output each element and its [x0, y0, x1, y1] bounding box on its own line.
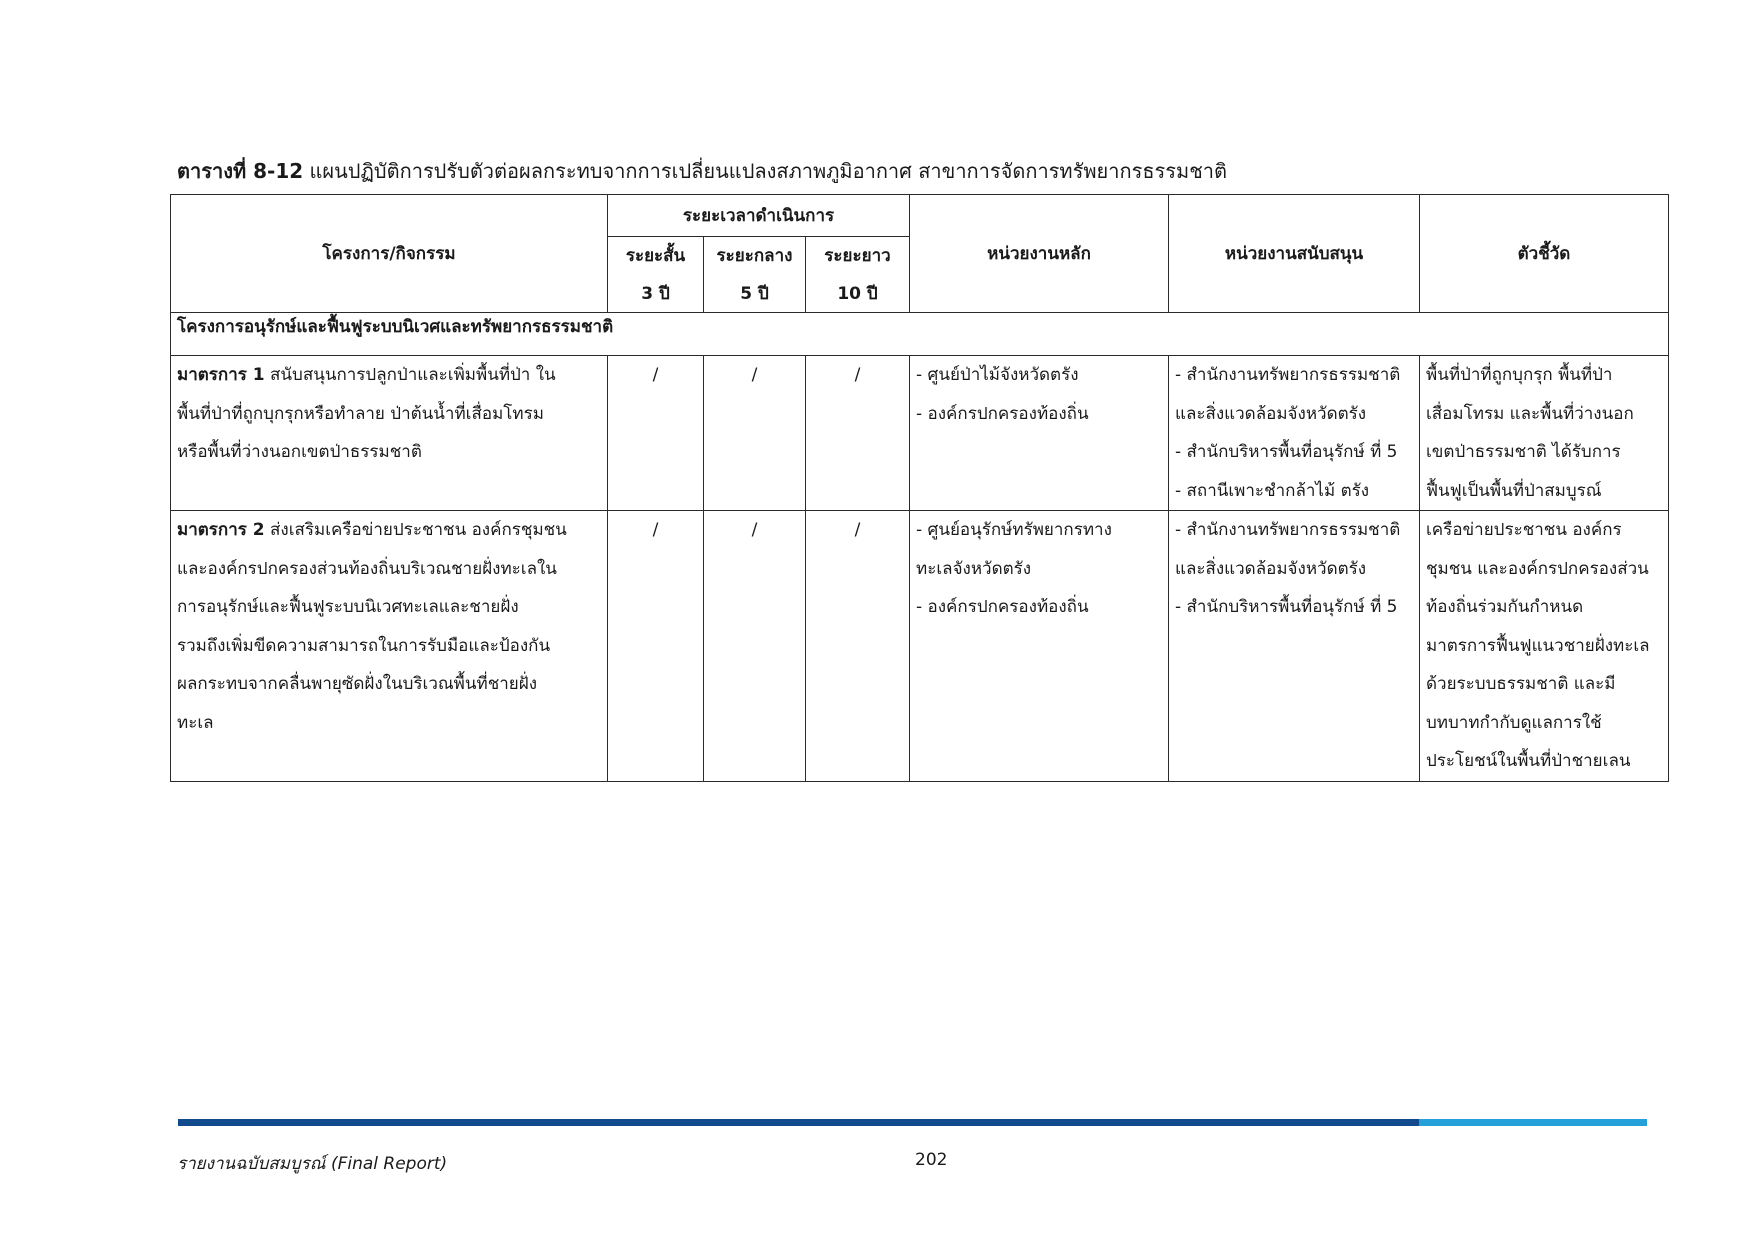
header-medium-years: 5 ปี [704, 275, 806, 313]
header-duration-group: ระยะเวลาดำเนินการ [608, 195, 910, 237]
lead-agency-text: - ศูนย์ป่าไม้จังหวัดตรัง [916, 365, 1079, 385]
support-agency-text: และสิ่งแวดล้อมจังหวัดตรัง [1175, 403, 1367, 424]
indicator-text: ท้องถิ่นร่วมกันกำหนด [1426, 597, 1584, 617]
lead-agency-cell [910, 511, 1169, 782]
lead-agency-cell [910, 356, 1169, 511]
lead-agency-text: - องค์กรปกครองท้องถิ่น [916, 597, 1089, 617]
indicator-text: บทบาทกำกับดูแลการใช้ [1426, 712, 1602, 733]
project-text: สนับสนุนการปลูกป่าและเพิ่มพื้นที่ป่า ใน [264, 365, 556, 385]
medium-term-cell [704, 511, 806, 782]
project-text: ผลกระทบจากคลื่นพายุซัดฝั่งในบริเวณพื้นที่ชายฝั่ง [177, 674, 538, 694]
header-row-1 [171, 195, 1669, 237]
indicator-text: เครือข่ายประชาชน องค์กร [1426, 520, 1622, 540]
short-term-cell [608, 511, 704, 782]
support-agency-text: - สำนักบริหารพื้นที่อนุรักษ์ ที่ 5 [1175, 442, 1398, 462]
indicator-text: ประโยชน์ในพื้นที่ป่าชายเลน [1426, 751, 1631, 771]
project-cell [171, 356, 608, 511]
table-row [171, 356, 1669, 511]
project-text: ทะเล [177, 712, 214, 733]
support-agency-cell [1169, 511, 1420, 782]
indicator-text: มาตรการฟื้นฟูแนวชายฝั่งทะเล [1426, 635, 1650, 656]
lead-agency-text: ทะเลจังหวัดตรัง [916, 558, 1032, 579]
support-agency-text: - สำนักบริหารพื้นที่อนุรักษ์ ที่ 5 [1175, 597, 1398, 617]
footer-rule-main [178, 1119, 1419, 1126]
support-agency-cell [1169, 356, 1420, 511]
long-term-cell [806, 356, 910, 511]
indicator-text: ชุมชน และองค์กรปกครองส่วน [1426, 558, 1649, 579]
indicator-text: ด้วยระบบธรรมชาติ และมี [1426, 674, 1616, 694]
page-number: 202 [915, 1150, 948, 1170]
lead-agency-text: - ศูนย์อนุรักษ์ทรัพยากรทาง [916, 520, 1112, 540]
project-text: หรือพื้นที่ว่างนอกเขตป่าธรรมชาติ [177, 442, 422, 462]
header-support-agency: หน่วยงานสนับสนุน [1169, 195, 1420, 313]
indicator-text: เขตป่าธรรมชาติ ได้รับการ [1426, 442, 1621, 462]
caption-title: แผนปฏิบัติการปรับตัวต่อผลกระทบจากการเปลี่ยนแปลงสภาพภูมิอากาศ สาขาการจัดการทรัพยากรธรรมชาติ [303, 159, 1228, 183]
indicator-text: เสื่อมโทรม และพื้นที่ว่างนอก [1426, 403, 1634, 424]
header-short: ระยะสั้น [608, 237, 704, 275]
project-text: ส่งเสริมเครือข่ายประชาชน องค์กรชุมชน [264, 520, 567, 540]
check-mark: / [854, 520, 861, 540]
measure-label: มาตรการ 2 [177, 520, 265, 540]
report-title: รายงานฉบับสมบูรณ์ (Final Report) [177, 1154, 448, 1174]
indicator-text: ฟื้นฟูเป็นพื้นที่ป่าสมบูรณ์ [1426, 480, 1602, 501]
check-mark: / [652, 520, 659, 540]
indicator-text: พื้นที่ป่าที่ถูกบุกรุก พื้นที่ป่า [1426, 365, 1613, 385]
action-plan-table [170, 194, 1669, 782]
indicator-cell [1420, 511, 1669, 782]
section-row [171, 313, 1669, 356]
check-mark: / [854, 365, 861, 385]
measure-label: มาตรการ 1 [177, 365, 265, 385]
check-mark: / [751, 520, 758, 540]
support-agency-text: - สำนักงานทรัพยากรธรรมชาติ [1175, 365, 1401, 385]
header-lead-agency: หน่วยงานหลัก [910, 195, 1169, 313]
support-agency-text: และสิ่งแวดล้อมจังหวัดตรัง [1175, 558, 1367, 579]
support-agency-text: - สถานีเพาะชำกล้าไม้ ตรัง [1175, 480, 1370, 501]
footer-rule [178, 1119, 1647, 1126]
check-mark: / [751, 365, 758, 385]
support-agency-text: - สำนักงานทรัพยากรธรรมชาติ [1175, 520, 1401, 540]
lead-agency-text: - องค์กรปกครองท้องถิ่น [916, 403, 1089, 424]
header-indicator: ตัวชี้วัด [1420, 195, 1669, 313]
header-project: โครงการ/กิจกรรม [171, 195, 608, 313]
table-caption [177, 156, 1657, 186]
header-medium: ระยะกลาง [704, 237, 806, 275]
header-long-years: 10 ปี [806, 275, 910, 313]
indicator-cell [1420, 356, 1669, 511]
project-text: พื้นที่ป่าที่ถูกบุกรุกหรือทำลาย ป่าต้นน้ำที่เสื่อมโทรม [177, 403, 544, 424]
long-term-cell [806, 511, 910, 782]
medium-term-cell [704, 356, 806, 511]
header-short-years: 3 ปี [608, 275, 704, 313]
section-title: โครงการอนุรักษ์และฟื้นฟูระบบนิเวศและทรัพยากรธรรมชาติ [171, 313, 1669, 356]
short-term-cell [608, 356, 704, 511]
table-row [171, 511, 1669, 782]
header-long: ระยะยาว [806, 237, 910, 275]
project-text: การอนุรักษ์และฟื้นฟูระบบนิเวศทะเลและชายฝั่ง [177, 597, 519, 617]
project-text: และองค์กรปกครองส่วนท้องถิ่นบริเวณชายฝั่งทะเลใน [177, 558, 557, 579]
project-text: รวมถึงเพิ่มขีดความสามารถในการรับมือและป้องกัน [177, 635, 551, 656]
check-mark: / [652, 365, 659, 385]
caption-label: ตารางที่ 8-12 [177, 159, 304, 183]
project-cell [171, 511, 608, 782]
footer-rule-accent [1419, 1119, 1647, 1126]
